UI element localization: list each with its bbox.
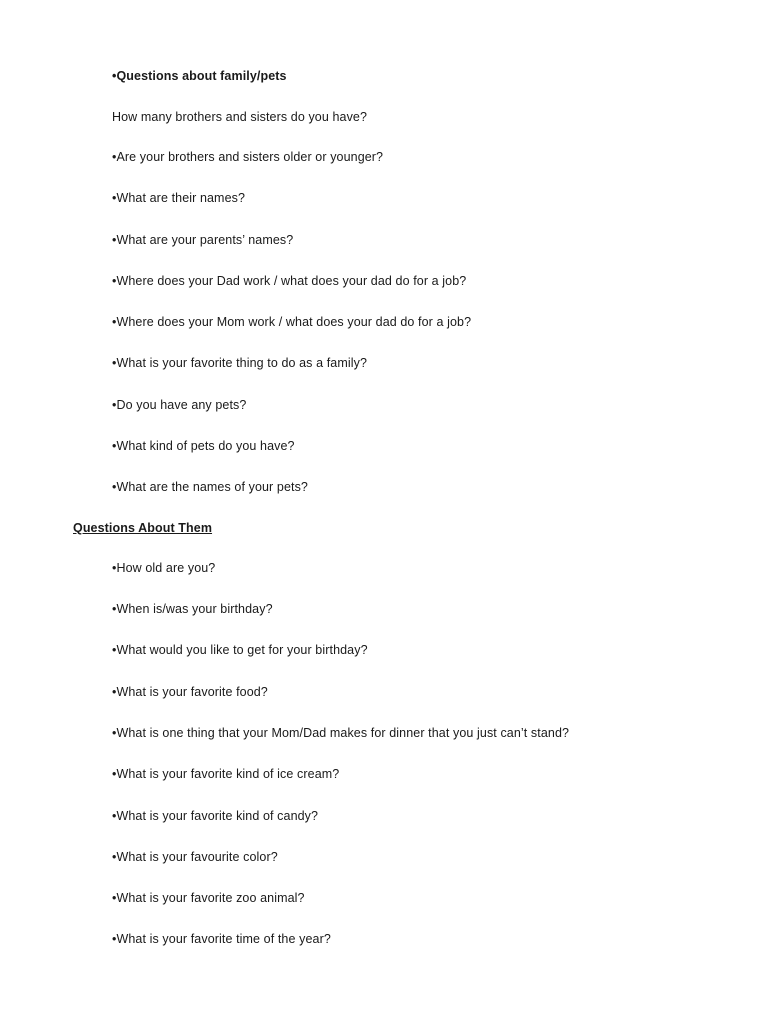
them-section-heading: Questions About Them (73, 521, 213, 535)
family-question: •What kind of pets do you have? (112, 439, 295, 453)
family-question: •What are their names? (112, 191, 246, 205)
family-question: •Where does your Mom work / what does your dad do for a job? (112, 315, 472, 329)
family-question: •What are your parents’ names? (112, 233, 294, 247)
them-question: •What is your favorite kind of ice cream? (112, 767, 340, 781)
them-question: •What is your favorite food? (112, 685, 268, 699)
family-question: •Where does your Dad work / what does your dad do for a job? (112, 274, 467, 288)
family-question: •What is your favorite thing to do as a family? (112, 356, 368, 370)
them-question: •What is one thing that your Mom/Dad makes for dinner that you just can’t stand? (112, 726, 570, 740)
family-question: •Do you have any pets? (112, 398, 247, 412)
family-question: How many brothers and sisters do you have? (112, 110, 368, 124)
them-question: •What is your favorite zoo animal? (112, 891, 305, 905)
them-question: •What is your favorite kind of candy? (112, 809, 319, 823)
them-question: •How old are you? (112, 561, 216, 575)
family-question: •What are the names of your pets? (112, 480, 308, 494)
them-question: •What is your favorite time of the year? (112, 932, 331, 946)
them-question: •When is/was your birthday? (112, 602, 273, 616)
family-question: •Are your brothers and sisters older or younger? (112, 150, 384, 164)
them-question: •What is your favourite color? (112, 850, 278, 864)
family-section-heading: •Questions about family/pets (112, 69, 287, 83)
them-question: •What would you like to get for your birthday? (112, 643, 368, 657)
